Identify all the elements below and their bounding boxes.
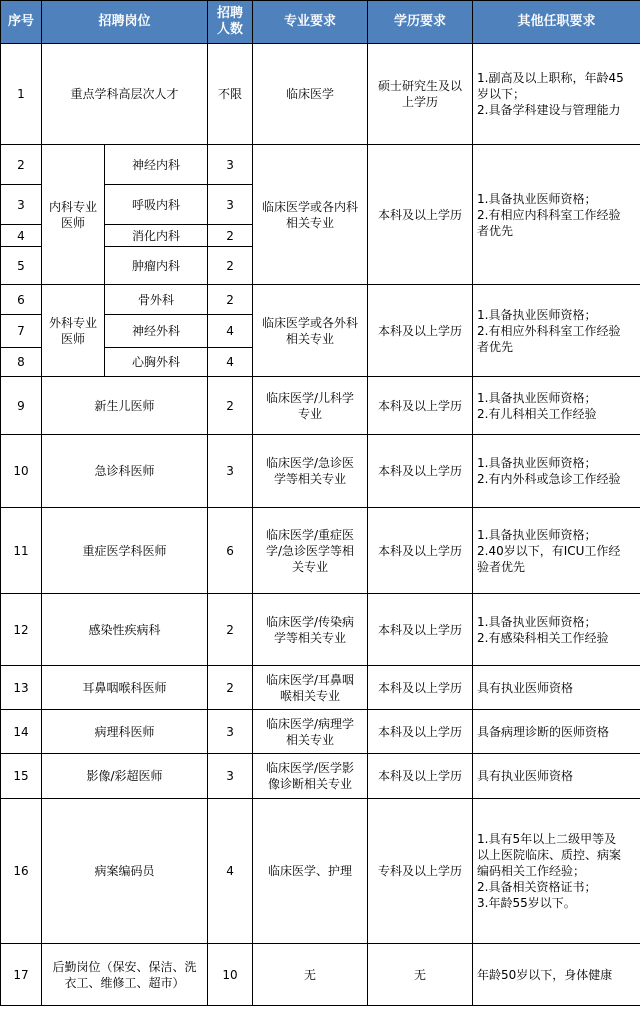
row-subposition: 心胸外科 xyxy=(105,348,208,377)
row-other: 1.具有5年以上二级甲等及 以上医院临床、质控、病案 编码相关工作经验； 2.具备相关资格证书； 3.年龄55岁以下。 xyxy=(473,799,640,944)
row-education: 本科及以上学历 xyxy=(368,508,473,594)
row-seq: 5 xyxy=(1,247,42,285)
row-seq: 3 xyxy=(1,185,42,225)
table-row xyxy=(1,754,640,799)
row-major: 临床医学/儿科学 专业 xyxy=(253,377,368,435)
row-education: 本科及以上学历 xyxy=(368,594,473,666)
row-count: 4 xyxy=(208,348,253,377)
row-seq: 11 xyxy=(1,508,42,594)
row-seq: 6 xyxy=(1,285,42,315)
row-count: 2 xyxy=(208,666,253,710)
row-position: 急诊科医师 xyxy=(42,435,208,508)
row-count: 4 xyxy=(208,799,253,944)
row-education: 本科及以上学历 xyxy=(368,710,473,754)
row-subposition: 神经内科 xyxy=(105,145,208,185)
header-other: 其他任职要求 xyxy=(473,1,640,44)
row-seq: 4 xyxy=(1,225,42,247)
row-major: 临床医学/耳鼻咽 喉相关专业 xyxy=(253,666,368,710)
row-education: 本科及以上学历 xyxy=(368,754,473,799)
row-major: 临床医学、护理 xyxy=(253,799,368,944)
table-row xyxy=(1,666,640,710)
row-other: 具有执业医师资格 xyxy=(473,666,640,710)
table-row xyxy=(1,594,640,666)
row-count: 3 xyxy=(208,185,253,225)
table-row xyxy=(1,710,640,754)
row-subposition: 呼吸内科 xyxy=(105,185,208,225)
table-row xyxy=(1,435,640,508)
row-position: 病理科医师 xyxy=(42,710,208,754)
row-seq: 17 xyxy=(1,944,42,1006)
row-other: 年龄50岁以下，身体健康 xyxy=(473,944,640,1006)
row-major: 无 xyxy=(253,944,368,1006)
row-subposition: 骨外科 xyxy=(105,285,208,315)
row-subposition: 消化内科 xyxy=(105,225,208,247)
row-count: 2 xyxy=(208,594,253,666)
table-row xyxy=(1,145,640,185)
group-internal-education: 本科及以上学历 xyxy=(368,145,473,285)
row-count: 3 xyxy=(208,145,253,185)
table-row xyxy=(1,508,640,594)
row-major: 临床医学 xyxy=(253,44,368,145)
group-surgery-other: 1.具备执业医师资格； 2.有相应外科科室工作经验 者优先 xyxy=(473,285,640,377)
row-count: 2 xyxy=(208,377,253,435)
row-major: 临床医学/重症医 学/急诊医学等相 关专业 xyxy=(253,508,368,594)
row-other: 1.具备执业医师资格； 2.有感染科相关工作经验 xyxy=(473,594,640,666)
row-other: 1.具备执业医师资格； 2.40岁以下，有ICU工作经 验者优先 xyxy=(473,508,640,594)
row-education: 本科及以上学历 xyxy=(368,377,473,435)
row-seq: 12 xyxy=(1,594,42,666)
row-count: 2 xyxy=(208,225,253,247)
header-major: 专业要求 xyxy=(253,1,368,44)
header-seq: 序号 xyxy=(1,1,42,44)
row-position: 后勤岗位（保安、保洁、洗 衣工、维修工、超市） xyxy=(42,944,208,1006)
row-count: 3 xyxy=(208,435,253,508)
row-seq: 1 xyxy=(1,44,42,145)
row-position: 耳鼻咽喉科医师 xyxy=(42,666,208,710)
table-row xyxy=(1,377,640,435)
row-major: 临床医学/传染病 学等相关专业 xyxy=(253,594,368,666)
row-other: 1.副高及以上职称，年龄45 岁以下； 2.具备学科建设与管理能力 xyxy=(473,44,640,145)
table-row xyxy=(1,285,640,315)
row-count: 3 xyxy=(208,710,253,754)
row-other: 1.具备执业医师资格； 2.有内外科或急诊工作经验 xyxy=(473,435,640,508)
row-seq: 10 xyxy=(1,435,42,508)
row-seq: 13 xyxy=(1,666,42,710)
row-position: 新生儿医师 xyxy=(42,377,208,435)
row-major: 临床医学/医学影 像诊断相关专业 xyxy=(253,754,368,799)
row-count: 3 xyxy=(208,754,253,799)
row-count: 4 xyxy=(208,315,253,348)
group-internal-other: 1.具备执业医师资格； 2.有相应内科科室工作经验 者优先 xyxy=(473,145,640,285)
row-position: 重点学科高层次人才 xyxy=(42,44,208,145)
row-seq: 2 xyxy=(1,145,42,185)
row-education: 无 xyxy=(368,944,473,1006)
header-count: 招聘 人数 xyxy=(208,1,253,44)
row-other: 具有执业医师资格 xyxy=(473,754,640,799)
row-education: 本科及以上学历 xyxy=(368,435,473,508)
row-position: 影像/彩超医师 xyxy=(42,754,208,799)
row-education: 专科及以上学历 xyxy=(368,799,473,944)
row-seq: 8 xyxy=(1,348,42,377)
row-seq: 7 xyxy=(1,315,42,348)
row-position: 重症医学科医师 xyxy=(42,508,208,594)
row-seq: 9 xyxy=(1,377,42,435)
header-row xyxy=(1,1,640,44)
row-major: 临床医学/急诊医 学等相关专业 xyxy=(253,435,368,508)
row-position: 感染性疾病科 xyxy=(42,594,208,666)
table-row xyxy=(1,44,640,145)
row-seq: 14 xyxy=(1,710,42,754)
row-other: 1.具备执业医师资格； 2.有儿科相关工作经验 xyxy=(473,377,640,435)
row-seq: 16 xyxy=(1,799,42,944)
header-position: 招聘岗位 xyxy=(42,1,208,44)
header-education: 学历要求 xyxy=(368,1,473,44)
group-surgery-major: 临床医学或各外科 相关专业 xyxy=(253,285,368,377)
row-subposition: 神经外科 xyxy=(105,315,208,348)
group-internal-major: 临床医学或各内科 相关专业 xyxy=(253,145,368,285)
row-count: 2 xyxy=(208,247,253,285)
row-other: 具备病理诊断的医师资格 xyxy=(473,710,640,754)
table-row xyxy=(1,799,640,944)
row-seq: 15 xyxy=(1,754,42,799)
row-position: 病案编码员 xyxy=(42,799,208,944)
table-row xyxy=(1,944,640,1006)
row-major: 临床医学/病理学 相关专业 xyxy=(253,710,368,754)
row-count: 不限 xyxy=(208,44,253,145)
group-internal: 内科专业 医师 xyxy=(42,145,105,285)
row-count: 10 xyxy=(208,944,253,1006)
row-subposition: 肿瘤内科 xyxy=(105,247,208,285)
row-education: 本科及以上学历 xyxy=(368,666,473,710)
row-count: 6 xyxy=(208,508,253,594)
group-surgery: 外科专业 医师 xyxy=(42,285,105,377)
row-count: 2 xyxy=(208,285,253,315)
row-education: 硕士研究生及以 上学历 xyxy=(368,44,473,145)
group-surgery-education: 本科及以上学历 xyxy=(368,285,473,377)
